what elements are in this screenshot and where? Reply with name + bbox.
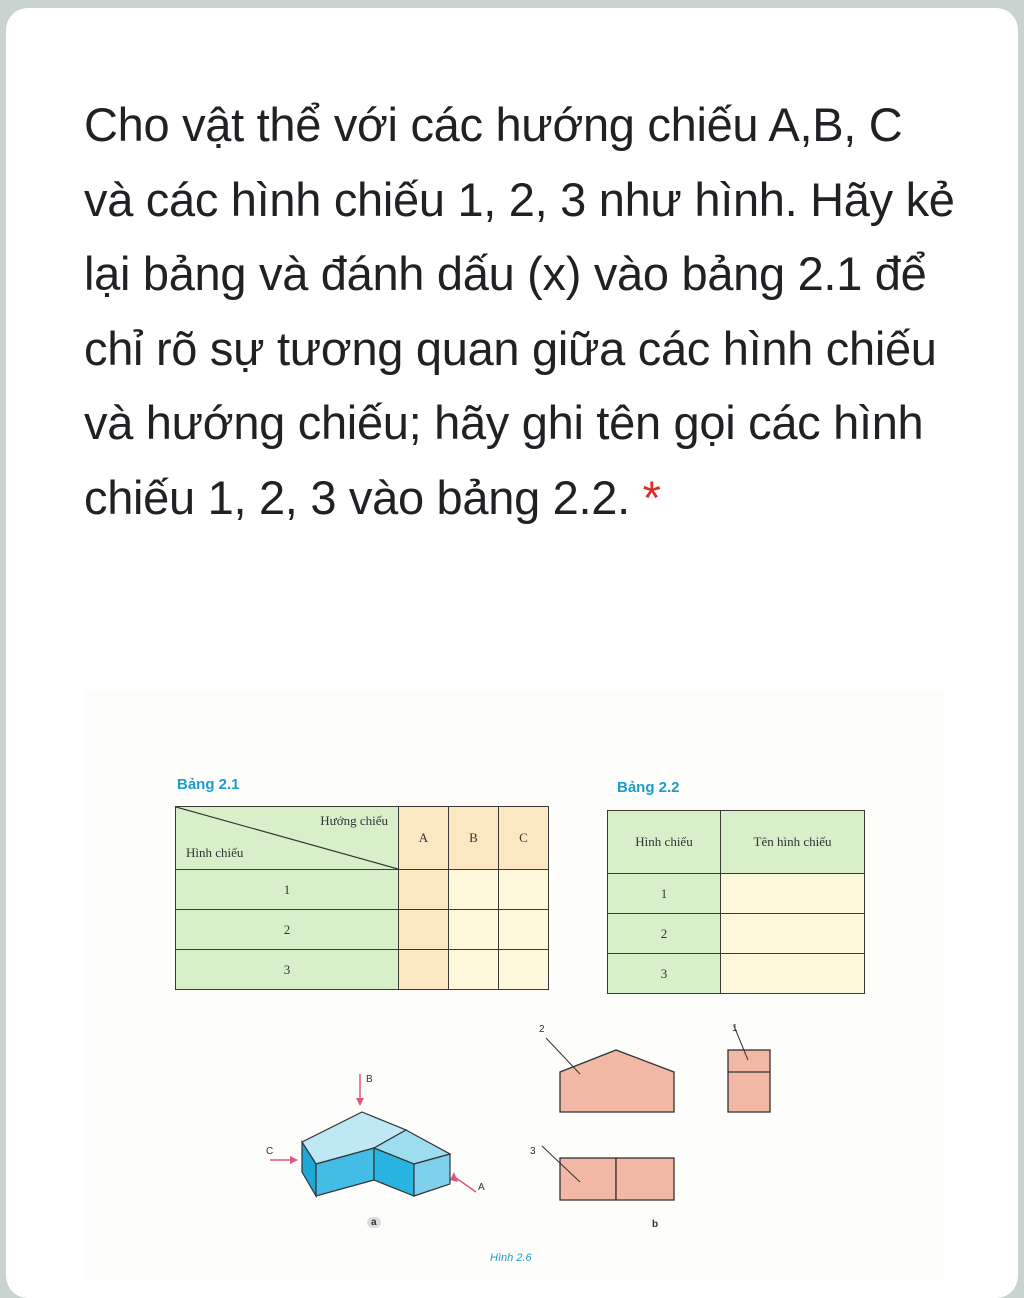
question-title [84,88,964,535]
table1-cell [399,870,449,910]
table1-cell [499,910,549,950]
table2-cell [721,914,865,954]
table2-header-name: Tên hình chiếu [721,811,865,874]
table1-col-a: A [399,807,449,870]
table1-cell [449,950,499,990]
direction-c-label: C [266,1146,274,1157]
table1-cell [499,870,549,910]
table2-cell [721,874,865,914]
table1-row-label: 2 [176,910,399,950]
object-3d-drawing [254,1060,514,1230]
table2-row-label: 2 [608,914,721,954]
projection-3-label: 3 [530,1146,536,1157]
table2-header-projection: Hình chiếu [608,811,721,874]
table1-header-bottom: Hình chiếu [186,845,244,860]
required-asterisk: * [642,470,661,524]
table1-row-label: 1 [176,870,399,910]
direction-a-label: A [478,1182,485,1193]
table1-cell [499,950,549,990]
question-text: Cho vật thể với các hướng chiếu A,B, C và các hình chiếu 1, 2, 3 như hình. Hãy kẻ lại bảng và đánh dấu (x) vào bảng 2.1 để chỉ rõ sự tương quan giữa các hình chiếu và hướng chiếu; hãy ghi tên gọi các hình chiếu 1, 2, 3 vào bảng 2.2. [84,98,955,524]
projection-2-label: 2 [539,1024,545,1035]
table-2-1 [175,806,549,990]
question-image [84,690,944,1281]
table1-cell [399,910,449,950]
projection-1-label: 1 [732,1023,738,1034]
table1-cell [449,910,499,950]
table2-cell [721,954,865,994]
table1-title: Bảng 2.1 [177,776,240,793]
table1-header-top: Hướng chiếu [320,813,388,828]
table1-col-c: C [499,807,549,870]
table2-row-label: 3 [608,954,721,994]
figure-caption: Hình 2.6 [490,1252,532,1264]
table1-col-b: B [449,807,499,870]
projections-drawing [524,1020,784,1220]
table1-cell [399,950,449,990]
table1-row-label: 3 [176,950,399,990]
table2-title: Bảng 2.2 [617,779,680,796]
table1-diagonal-header [176,807,399,870]
table-2-2 [607,810,865,994]
table1-cell [449,870,499,910]
table2-row-label: 1 [608,874,721,914]
sub-label-a: a [367,1217,381,1228]
direction-b-label: B [366,1074,373,1085]
sub-label-b: b [652,1219,659,1230]
